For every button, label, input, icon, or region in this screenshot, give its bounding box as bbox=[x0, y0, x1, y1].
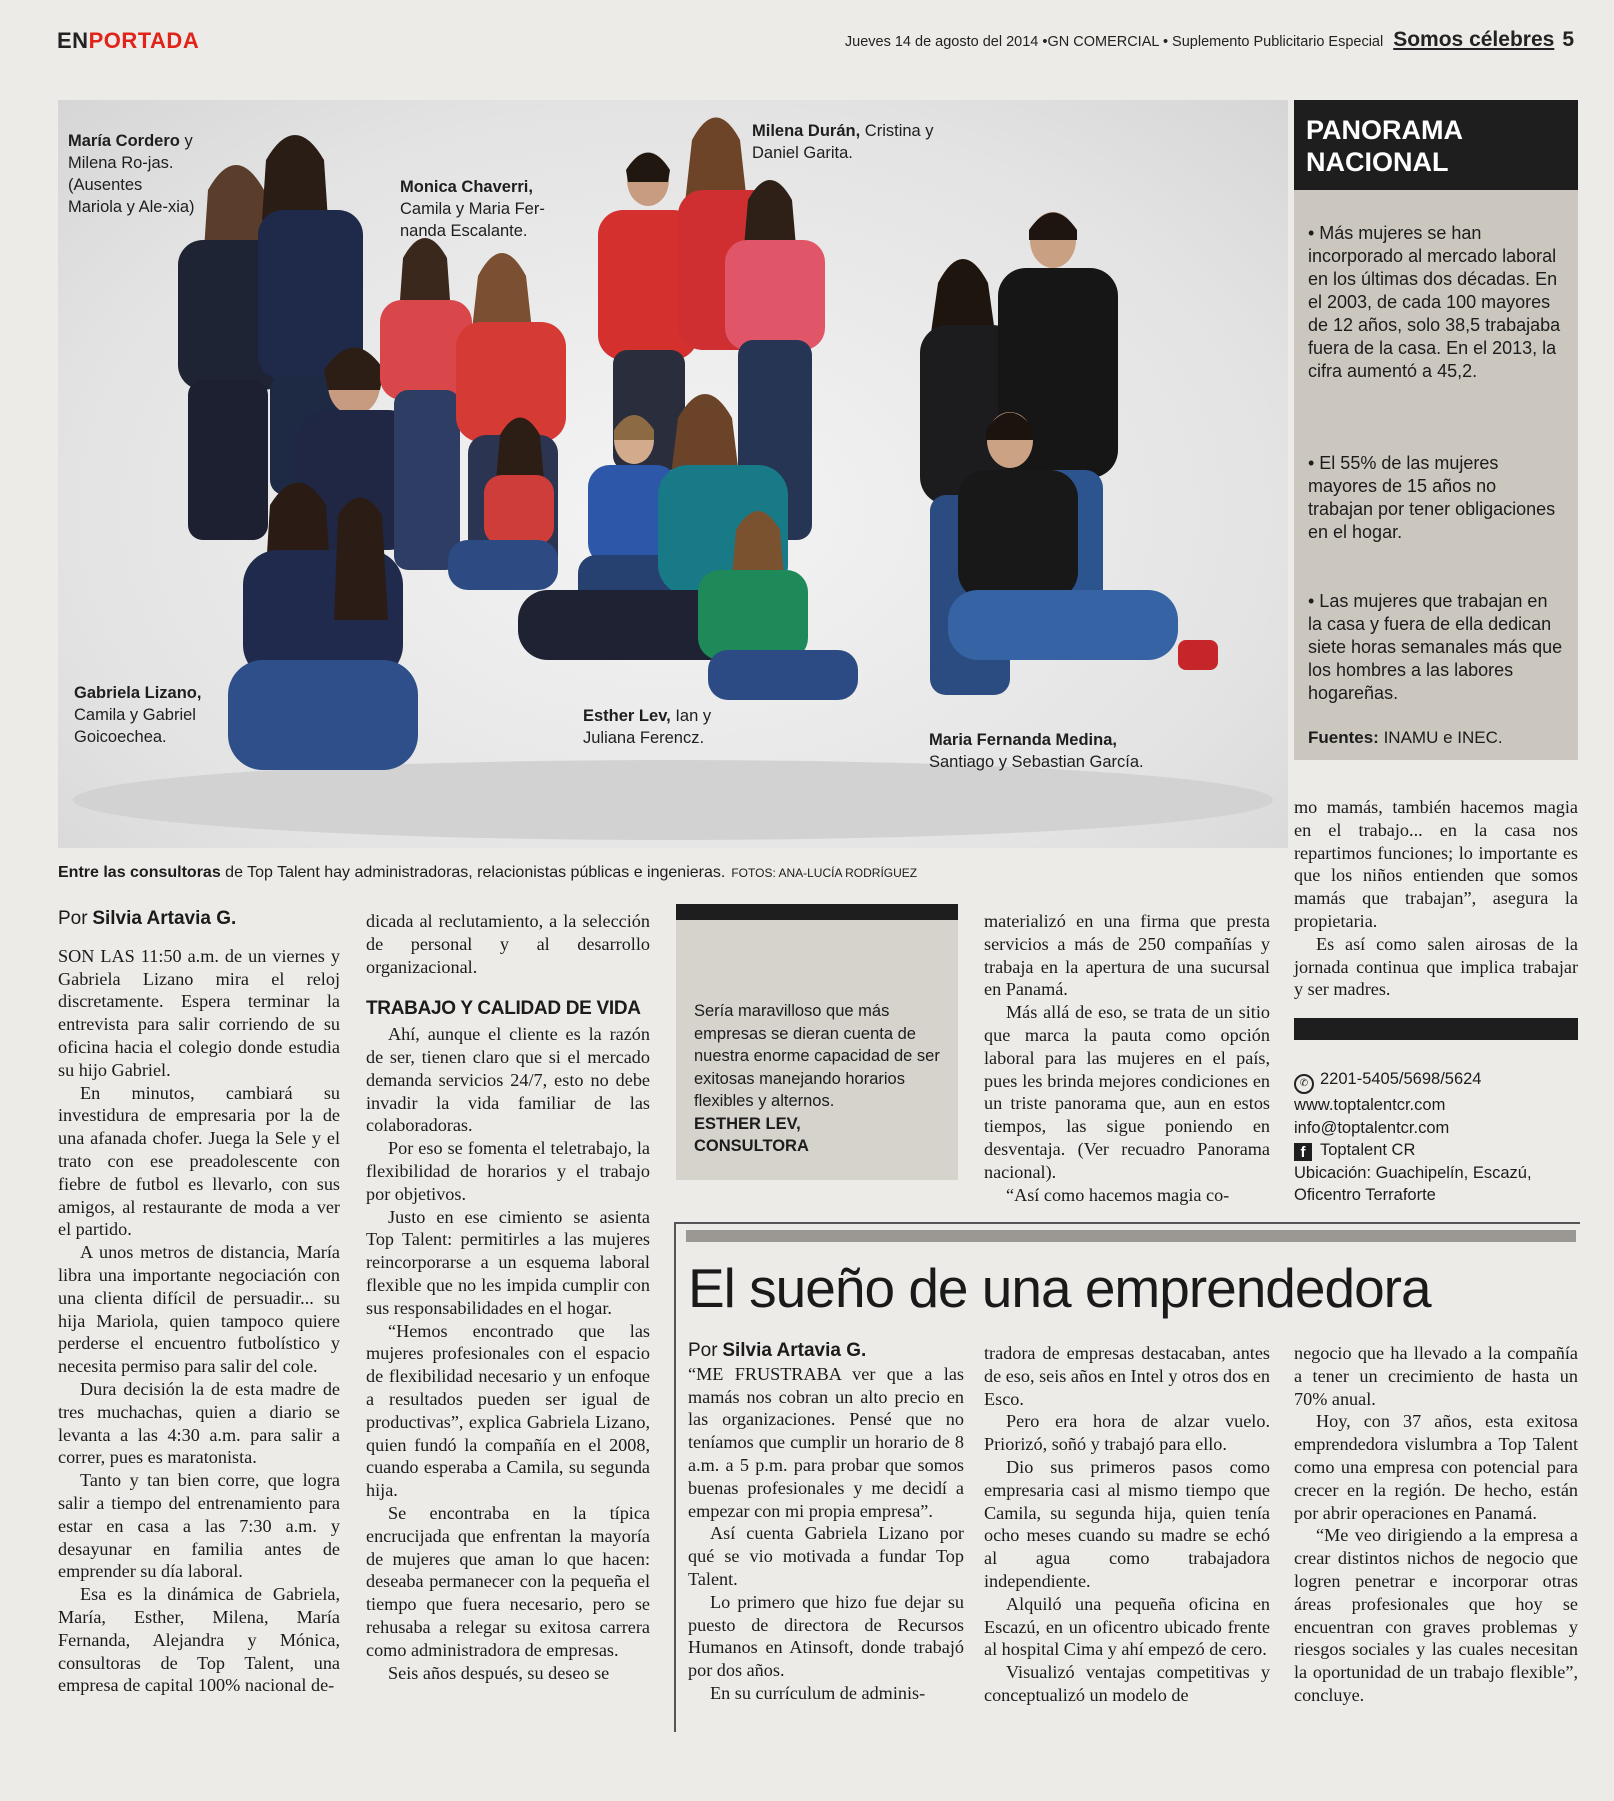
article2-box-left bbox=[674, 1222, 676, 1732]
contact-web: www.toptalentcr.com bbox=[1294, 1096, 1446, 1114]
caption-group-2: Monica Chaverri, Camila y Maria Fer-nanda Escalante. bbox=[400, 178, 545, 240]
article1-col3 bbox=[984, 910, 1270, 1206]
paragraph: Esa es la dinámica de Gabriela, María, Esther, Milena, María Fernanda, Alejandra y Mónica, consultoras de Top Talent, una empresa de capital 100% nacional de- bbox=[58, 1584, 340, 1696]
paragraph: Dura decisión la de esta madre de tres muchachas, quien a diario se levanta a las 4:30 a.m. para salir a correr, pues es maratonista. bbox=[58, 1378, 340, 1468]
paragraph: Así cuenta Gabriela Lizano por qué se vio motivada a fundar Top Talent. bbox=[688, 1523, 964, 1589]
paragraph: Visualizó ventajas competitivas y conceptualizó un modelo de bbox=[984, 1662, 1270, 1705]
article2-col2 bbox=[984, 1342, 1270, 1707]
caption-group-4: Gabriela Lizano, Camila y Gabriel Goicoechea. bbox=[74, 684, 202, 746]
caption-group-1: María Cordero y Milena Ro-jas.(Ausentes Mariola y Ale-xia) bbox=[68, 132, 195, 216]
paragraph: En su currículum de adminis- bbox=[710, 1682, 926, 1703]
quote-role: CONSULTORA bbox=[694, 1137, 809, 1155]
quote-bar bbox=[676, 904, 958, 920]
article1-col1 bbox=[58, 908, 340, 1697]
caption-group-3: Milena Durán, Cristina y Daniel Garita. bbox=[752, 122, 934, 162]
contact-facebook: f Toptalent CR bbox=[1294, 1139, 1578, 1162]
paragraph: Alquiló una pequeña oficina en Escazú, en un oficentro ubicado frente al hospital Cima y ahí empezó de cero. bbox=[984, 1593, 1270, 1660]
photo-caption: Entre las consultoras de Top Talent hay administradoras, relacionistas públicas e ingenieras. FOTOS: ANA-LUCÍA RODRÍGUEZ bbox=[58, 864, 918, 881]
paragraph: Justo en ese cimiento se asienta Top Talent: permitirles a las mujeres reincorporarse a un esquema laboral flexible que no les impida cumplir con sus responsabilidades en el hogar. bbox=[366, 1206, 650, 1318]
sidebar-title: PANORAMA NACIONAL bbox=[1294, 100, 1578, 190]
paragraph: SON LAS 11:50 a.m. de un viernes y Gabriela Lizano mira el reloj discretamente. Espera terminar la entrevista para salir corriendo de su oficina hacia el colegio donde estudia su hijo Gabriel. bbox=[58, 945, 340, 1080]
paragraph: “Así como hacemos magia co- bbox=[1006, 1184, 1230, 1205]
paragraph: Ahí, aunque el cliente es la razón de ser, tienen claro que si el mercado demanda servicios 24/7, esto no debe invadir la vida familiar de las colaboradoras. bbox=[366, 1024, 650, 1136]
paragraph: Tanto y tan bien corre, que logra salir a tiempo del entrenamiento para estar en casa a las 7:30 a.m. y desayunar en familia antes de emprender su día laboral. bbox=[58, 1470, 340, 1582]
sidebar-item-3: • Las mujeres que trabajan en la casa y fuera de ella dedican siete horas semanales más que los hombres a las labores hogareñas. bbox=[1308, 591, 1563, 703]
sidebar-item-1: • Más mujeres se han incorporado al mercado laboral en los últimas dos décadas. En el 2003, de cada 100 mayores de 12 años, solo 38,5 trabajaba fuera de la casa. En el 2013, la cifra aumentó a 45,2. bbox=[1308, 223, 1561, 381]
paragraph: Seis años después, su deseo se bbox=[388, 1662, 610, 1683]
paragraph: Dio sus primeros pasos como empresaria casi al mismo tiempo que Camila, su segunda hija, quien tenía ocho meses cuando su madre se echó al agua como trabajadora independiente. bbox=[984, 1456, 1270, 1591]
quote-text: Sería maravilloso que más empresas se dieran cuenta de nuestra enorme capacidad de ser exitosas manejando horarios flexibles y alternos. bbox=[694, 1002, 940, 1110]
caption-group-5: Esther Lev, Ian y Juliana Ferencz. bbox=[583, 707, 712, 747]
sidebar-item-2: • El 55% de las mujeres mayores de 15 años no trabajan por tener obligaciones en el hogar. bbox=[1308, 453, 1556, 542]
article1-subhead: TRABAJO Y CALIDAD DE VIDA bbox=[366, 998, 641, 1020]
article2-byline: Por Silvia Artavia G. bbox=[688, 1340, 867, 1361]
article2-col3 bbox=[1294, 1342, 1578, 1707]
quote-author: ESTHER LEV, bbox=[694, 1114, 801, 1133]
paragraph: materializó en una firma que presta servicios a más de 250 compañías y trabaja en la apertura de una sucursal en Panamá. bbox=[984, 911, 1270, 1000]
paragraph: Hoy, con 37 años, esta exitosa emprendedora vislumbra a Top Talent como una empresa con potencial para crecer en la región. De hecho, están por abrir operaciones en Panamá. bbox=[1294, 1411, 1578, 1523]
article2-bar bbox=[686, 1230, 1576, 1242]
paragraph: Es así como salen airosas de la jornada continua que implica trabajar y ser madres. bbox=[1294, 933, 1578, 1000]
paragraph: Se encontraba en la típica encrucijada que enfrentan la mayoría de mujeres que aman lo que hacen: deseaba permanecer con la pequeña el tiempo que fuera necesario, pero se rehusaba a relegar su exitosa carrera como administradora de empresas. bbox=[366, 1502, 650, 1660]
caption-group-6: Maria Fernanda Medina, Santiago y Sebastian García. bbox=[929, 731, 1144, 771]
photo-credit: FOTOS: ANA-LUCÍA RODRÍGUEZ bbox=[731, 866, 918, 880]
article1-byline: Por Silvia Artavia G. bbox=[58, 908, 237, 929]
supplement-title: Somos célebres bbox=[1393, 28, 1555, 51]
paragraph: dicada al reclutamiento, a la selección de personal y al desarrollo organizacional. bbox=[366, 911, 650, 977]
contact-email: info@toptalentcr.com bbox=[1294, 1118, 1450, 1137]
paragraph: mo mamás, también hacemos magia en el trabajo... en la casa nos repartimos funciones; lo importante es que los niños entienden que somos mamás que trabajan”, asegura la propietaria. bbox=[1294, 797, 1578, 931]
paragraph: “Me veo dirigiendo a la empresa a crear distintos nichos de negocio que logren penetrar e incorporar otras áreas profesionales que hoy se encuentran con graves problemas y riesgos sociales y las cuales necesitan la oportunidad de un trabajo flexible”, concluye. bbox=[1294, 1525, 1578, 1705]
paragraph: “ME FRUSTRABA ver que a las mamás nos cobran un alto precio en las organizaciones. Pensé que no teníamos que cumplir un horario de 8 a.m. a 5 p.m. para probar que somos buenas profesionales y me decidí a empezar con mi propia empresa”. bbox=[688, 1363, 964, 1521]
facebook-icon: f bbox=[1294, 1143, 1312, 1161]
article2-col1 bbox=[688, 1340, 964, 1705]
header-info bbox=[845, 28, 1574, 52]
paragraph: negocio que ha llevado a la compañía a tener un crecimiento de hasta un 70% anual. bbox=[1294, 1343, 1578, 1409]
pull-quote bbox=[694, 1000, 946, 1158]
article1-col2 bbox=[366, 910, 650, 1684]
contact-block bbox=[1294, 1068, 1578, 1207]
paragraph: tradora de empresas destacaban, antes de eso, seis años en Intel y otros dos en Esco. bbox=[984, 1343, 1270, 1409]
header-date: Jueves 14 de agosto del 2014 •GN COMERCIAL • Suplemento Publicitario Especial bbox=[844, 34, 1384, 50]
page-number: 5 bbox=[1562, 28, 1574, 51]
article2-box-top bbox=[674, 1222, 1580, 1224]
contact-bar bbox=[1294, 1018, 1578, 1040]
paragraph: En minutos, cambiará su investidura de empresaria por la de una afanada chofer. Juega la Sele y el trato con ese preadolescente con fiebre de futbol es llevarlo, con sus amigos, al restaurante de moda a ver el partido. bbox=[58, 1082, 340, 1240]
article1-col4 bbox=[1294, 796, 1578, 1001]
paragraph: Más allá de eso, se trata de un sitio que marca la pauta como opción laboral para las mujeres en el país, pues les brinda mejores condiciones en un triste panorama que, aun en estos tiempos, las sigue poniendo en desventaja. (Ver recuadro Panorama nacional). bbox=[984, 1002, 1270, 1182]
contact-phone: ✆ 2201-5405/5698/5624 bbox=[1294, 1068, 1578, 1094]
contact-location: Ubicación: Guachipelín, Escazú, Oficentro Terraforte bbox=[1294, 1163, 1532, 1204]
paragraph: A unos metros de distancia, María libra una importante negociación con una clienta difícil de persuadir... su hija Mariola, quien tampoco quiere perderse el encuentro futbolístico y necesita permiso para salir del cole. bbox=[58, 1242, 340, 1377]
phone-icon: ✆ bbox=[1294, 1074, 1314, 1094]
paragraph: Pero era hora de alzar vuelo. Priorizó, soñó y trabajó para ello. bbox=[984, 1411, 1270, 1455]
sidebar-sources: Fuentes: INAMU e INEC. bbox=[1308, 728, 1503, 747]
article2-headline: El sueño de una emprendedora bbox=[688, 1257, 1431, 1319]
section-label: ENPORTADA bbox=[57, 28, 200, 53]
paragraph: “Hemos encontrado que las mujeres profesionales con el espacio de flexibilidad necesario y un enfoque a resultados pueden ser igual de productivas”, explica Gabriela Lizano, quien fundó la compañía en el 2008, cuando esperaba a Camila, su segunda hija. bbox=[366, 1320, 650, 1501]
paragraph: Lo primero que hizo fue dejar su puesto de directora de Recursos Humanos en Atinsoft, donde trabajó por dos años. bbox=[688, 1591, 964, 1681]
paragraph: Por eso se fomenta el teletrabajo, la flexibilidad de horarios y el trabajo por objetivos. bbox=[366, 1138, 650, 1204]
